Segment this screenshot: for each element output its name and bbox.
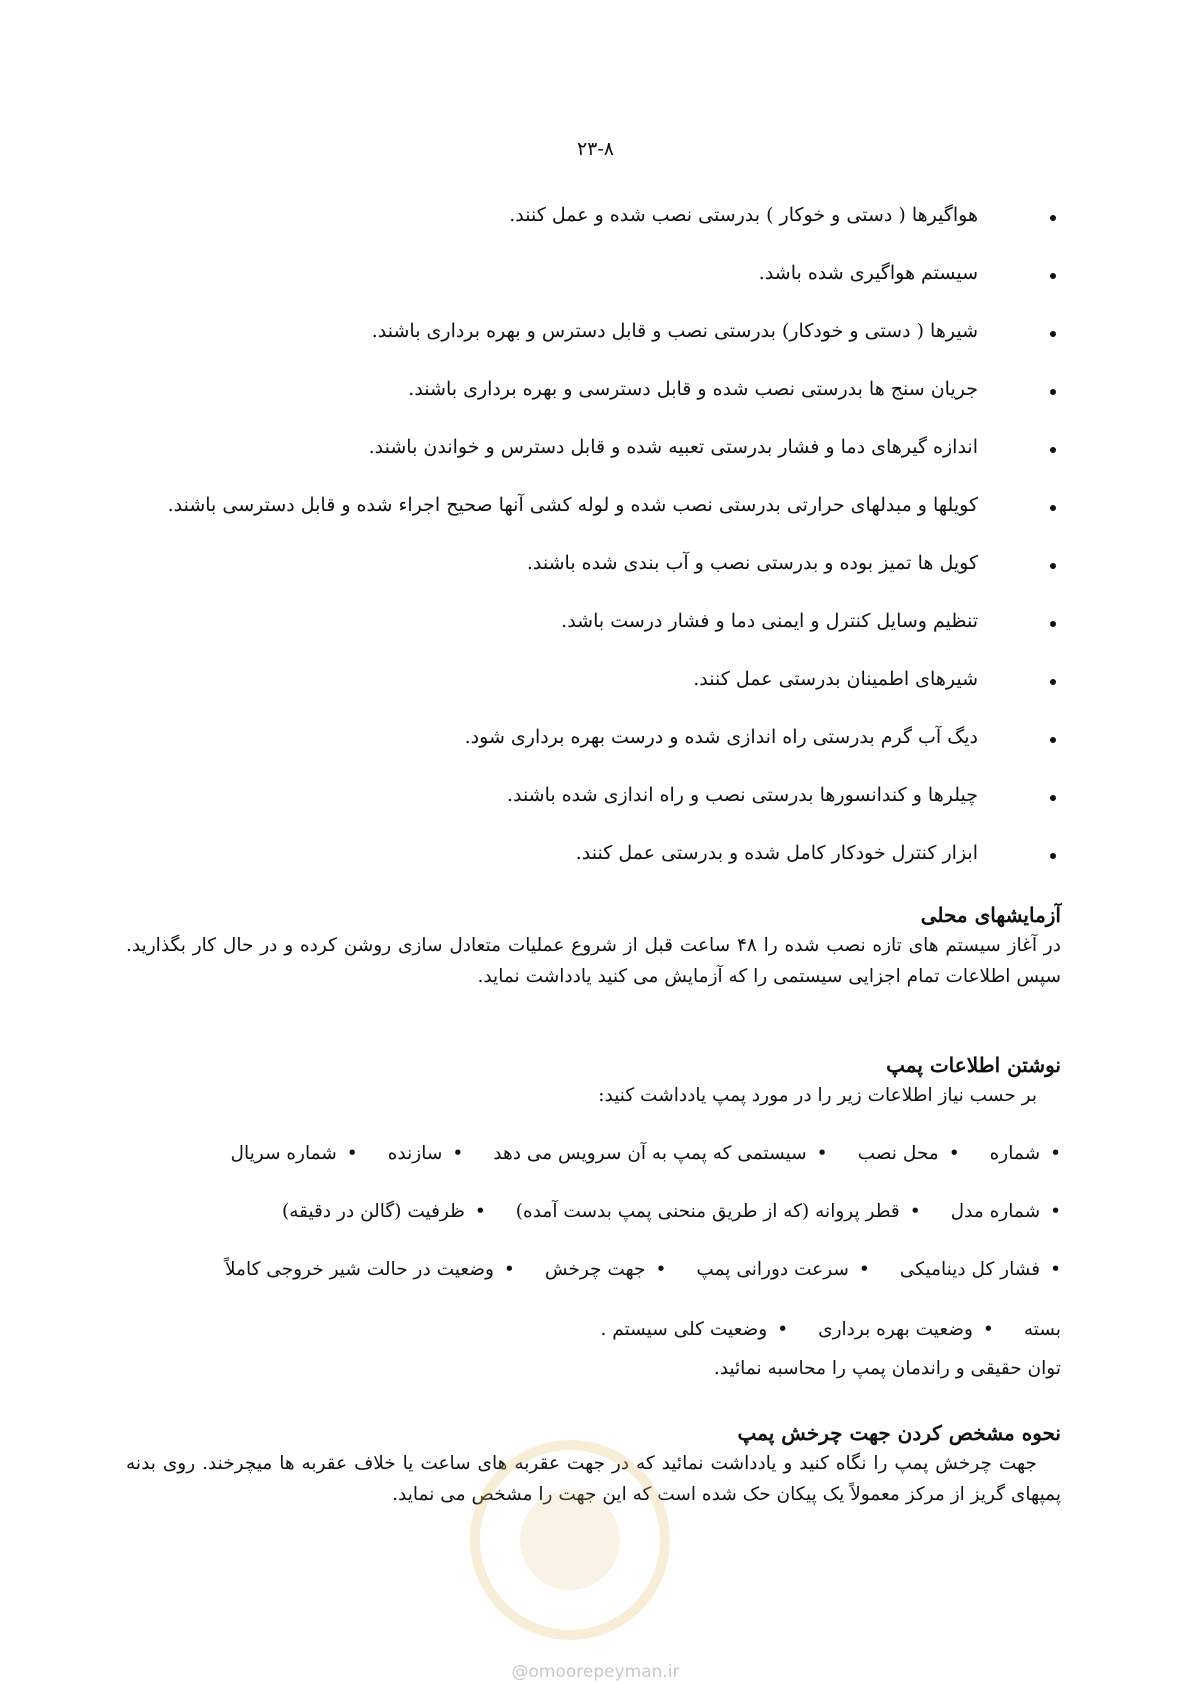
pump-field: • شماره xyxy=(990,1143,1061,1164)
bullet-icon xyxy=(1050,737,1056,743)
list-item xyxy=(126,838,1056,896)
paragraph: در آغاز سیستم های تازه نصب شده را ۴۸ ساعت قبل از شروع عملیات متعادل سازی روشن کرده و در حال کار بگذارید. سپس اطلاعات تمام اجزایی سیستمی را که آزمایش می کنید یادداشت نماید. xyxy=(126,935,1061,987)
paragraph: جهت چرخش پمپ را نگاه کنید و یادداشت نمائید که در جهت عقربه های ساعت یا خلاف عقربه ها میچرخند. روی بدنه پمپهای گریز از مرکز معمولاً یک پیکان حک شده است که این جهت را مشخص می نماید. xyxy=(126,1453,1061,1505)
pump-field: • شماره سریال xyxy=(231,1143,358,1164)
checklist xyxy=(126,200,1056,896)
list-item-text: شیرهای اطمینان بدرستی عمل کنند. xyxy=(693,668,978,690)
list-item-text: چیلرها و کندانسورها بدرستی نصب و راه اندازی شده باشند. xyxy=(506,784,978,806)
list-item-text: سیستم هواگیری شده باشد. xyxy=(758,262,978,284)
pump-info-row xyxy=(126,1313,1061,1347)
list-item xyxy=(126,780,1056,838)
list-item xyxy=(126,200,1056,258)
bullet-icon xyxy=(1050,621,1056,627)
pump-info-row xyxy=(126,1137,1061,1171)
pump-info-section xyxy=(126,1050,1061,1111)
bullet-icon xyxy=(1050,389,1056,395)
pump-field: • قطر پروانه (که از طریق منحنی پمپ بدست آمده) xyxy=(516,1201,921,1222)
pump-field: • وضعیت کلی سیستم . xyxy=(601,1319,789,1340)
list-item-text: کویل ها تمیز بوده و بدرستی نصب و آب بندی شده باشند. xyxy=(526,552,978,574)
list-item xyxy=(126,606,1056,664)
paragraph: بر حسب نیاز اطلاعات زیر را در مورد پمپ یادداشت کنید: xyxy=(598,1085,1037,1106)
bullet-icon xyxy=(1050,331,1056,337)
pump-field: • سیستمی که پمپ به آن سرویس می دهد xyxy=(493,1143,827,1164)
pump-field: • وضعیت بهره برداری xyxy=(818,1319,994,1340)
bullet-icon xyxy=(1050,447,1056,453)
list-item xyxy=(126,258,1056,316)
list-item-text: شیرها ( دستی و خودکار) بدرستی نصب و قابل دسترس و بهره برداری باشند. xyxy=(371,320,978,342)
local-tests-section xyxy=(126,900,1061,992)
list-item xyxy=(126,722,1056,780)
watermark-url: @omoorepeyman.ir xyxy=(511,1662,680,1682)
bullet-icon xyxy=(1050,563,1056,569)
bullet-icon xyxy=(1050,273,1056,279)
list-item xyxy=(126,490,1056,548)
pump-field: • سرعت دورانی پمپ xyxy=(696,1259,869,1280)
list-item xyxy=(126,548,1056,606)
bullet-icon xyxy=(1050,505,1056,511)
list-item xyxy=(126,432,1056,490)
pump-field: • ظرفیت (گالن در دقیقه) xyxy=(282,1201,486,1222)
list-item-text: دیگ آب گرم بدرستی راه اندازی شده و درست بهره برداری شود. xyxy=(464,726,978,748)
pump-field: • جهت چرخش xyxy=(545,1259,667,1280)
list-item-text: اندازه گیرهای دما و فشار بدرستی تعبیه شده و قابل دسترس و خواندن باشند. xyxy=(368,436,978,458)
list-item-text: تنظیم وسایل کنترل و ایمنی دما و فشار درست باشد. xyxy=(561,610,978,632)
pump-field: • فشار کل دینامیکی xyxy=(900,1259,1061,1280)
pump-field: بسته xyxy=(1023,1319,1061,1340)
list-item-text: ابزار کنترل خودکار کامل شده و بدرستی عمل کنند. xyxy=(575,842,978,864)
pump-info-row xyxy=(126,1195,1061,1229)
watermark-seal-icon xyxy=(470,1440,670,1640)
list-item xyxy=(126,374,1056,432)
watermark-seal-center xyxy=(520,1490,620,1590)
pump-field: • شماره مدل xyxy=(951,1201,1061,1222)
list-item xyxy=(126,316,1056,374)
section-heading: نوشتن اطلاعات پمپ xyxy=(886,1053,1061,1077)
bullet-icon xyxy=(1050,215,1056,221)
list-item-text: هواگیرها ( دستی و خوکار ) بدرستی نصب شده و عمل کنند. xyxy=(509,204,978,226)
pump-info-closing: توان حقیقی و راندمان پمپ را محاسبه نمائید. xyxy=(713,1358,1061,1379)
pump-field: • محل نصب xyxy=(858,1143,960,1164)
list-item xyxy=(126,664,1056,722)
bullet-icon xyxy=(1050,853,1056,859)
pump-field: • سازنده xyxy=(388,1143,464,1164)
page-number: ۲۳-۸ xyxy=(576,138,615,160)
pump-field: • وضعیت در حالت شیر خروجی کاملاً xyxy=(225,1259,515,1280)
bullet-icon xyxy=(1050,795,1056,801)
section-heading: آزمایشهای محلی xyxy=(920,903,1061,927)
list-item-text: کویلها و مبدلهای حرارتی بدرستی نصب شده و لوله کشی آنها صحیح اجراء شده و قابل دسترسی باشند. xyxy=(167,494,978,516)
list-item-text: جریان سنج ها بدرستی نصب شده و قابل دسترسی و بهره برداری باشند. xyxy=(408,378,978,400)
pump-info-row xyxy=(126,1253,1061,1287)
bullet-icon xyxy=(1050,679,1056,685)
section-heading: نحوه مشخص کردن جهت چرخش پمپ xyxy=(737,1421,1061,1445)
